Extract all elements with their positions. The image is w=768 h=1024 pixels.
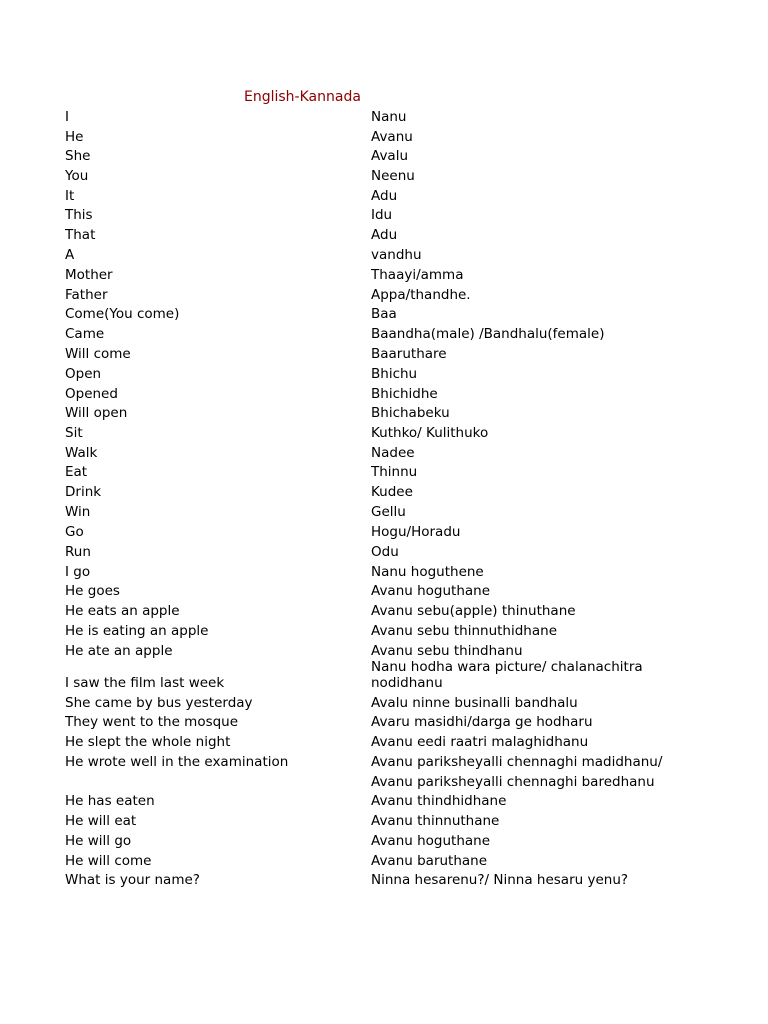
english-phrase: Walk xyxy=(65,445,98,461)
kannada-line: Avanu hoguthane xyxy=(371,833,491,849)
english-phrase: Sit xyxy=(65,425,83,441)
english-phrase: Win xyxy=(65,504,91,520)
kannada-line: Baandha(male) /Bandhalu(female) xyxy=(371,326,605,342)
kannada-line: Idu xyxy=(371,207,393,223)
english-phrase: He will come xyxy=(65,853,152,869)
kannada-phrase xyxy=(371,267,463,283)
english-phrase: He wrote well in the examination xyxy=(65,754,289,770)
kannada-line: Avanu thindhidhane xyxy=(371,793,507,809)
kannada-phrase xyxy=(371,524,460,540)
kannada-phrase xyxy=(371,168,415,184)
kannada-line: Odu xyxy=(371,544,399,560)
kannada-line: vandhu xyxy=(371,247,422,263)
kannada-phrase xyxy=(371,484,413,500)
kannada-phrase xyxy=(371,445,415,461)
kannada-phrase xyxy=(371,464,417,480)
english-phrase: Drink xyxy=(65,484,102,500)
kannada-line: Avanu hoguthane xyxy=(371,583,491,599)
kannada-line: Nanu xyxy=(371,109,407,125)
kannada-line: Hogu/Horadu xyxy=(371,524,461,540)
english-phrase: Mother xyxy=(65,267,113,283)
kannada-phrase xyxy=(371,714,593,730)
kannada-line: Gellu xyxy=(371,504,406,520)
kannada-phrase xyxy=(371,643,523,659)
kannada-line: Bhichu xyxy=(371,366,418,382)
english-phrase: Came xyxy=(65,326,105,342)
kannada-phrase xyxy=(371,425,488,441)
english-phrase: Eat xyxy=(65,464,88,480)
kannada-line: Baaruthare xyxy=(371,346,447,362)
kannada-phrase xyxy=(371,564,484,580)
english-phrase: This xyxy=(65,207,93,223)
kannada-line: Avanu sebu(apple) thinuthane xyxy=(371,603,576,619)
english-phrase: Run xyxy=(65,544,91,560)
kannada-line: Thaayi/amma xyxy=(371,267,464,283)
english-phrase: I xyxy=(65,109,69,125)
kannada-phrase xyxy=(371,833,490,849)
english-phrase: It xyxy=(65,188,75,204)
english-phrase: He will eat xyxy=(65,813,137,829)
kannada-line: Avanu pariksheyalli chennaghi baredhanu xyxy=(371,774,655,790)
kannada-line: Kudee xyxy=(371,484,413,500)
kannada-line: Nadee xyxy=(371,445,415,461)
kannada-line: Avaru masidhi/darga ge hodharu xyxy=(371,714,593,730)
kannada-phrase xyxy=(371,659,643,691)
kannada-line: nodidhanu xyxy=(371,675,443,691)
english-phrase: I go xyxy=(65,564,91,580)
kannada-phrase xyxy=(371,227,397,243)
kannada-line: Avanu thinnuthane xyxy=(371,813,500,829)
english-phrase: Open xyxy=(65,366,102,382)
english-phrase: Will come xyxy=(65,346,131,362)
kannada-phrase xyxy=(371,188,397,204)
kannada-phrase xyxy=(371,405,450,421)
kannada-line: Kuthko/ Kulithuko xyxy=(371,425,489,441)
kannada-phrase xyxy=(371,603,576,619)
english-phrase: A xyxy=(65,247,75,263)
kannada-line: Adu xyxy=(371,227,398,243)
english-phrase: He will go xyxy=(65,833,132,849)
kannada-line: Avanu sebu thinnuthidhane xyxy=(371,623,557,639)
english-phrase: He has eaten xyxy=(65,793,155,809)
kannada-phrase xyxy=(371,544,399,560)
kannada-phrase xyxy=(371,148,408,164)
kannada-phrase xyxy=(371,287,471,303)
english-phrase: He xyxy=(65,129,84,145)
english-phrase: Go xyxy=(65,524,84,540)
kannada-line: Avanu sebu thindhanu xyxy=(371,643,523,659)
kannada-phrase xyxy=(371,366,417,382)
english-phrase: I saw the film last week xyxy=(65,675,225,691)
kannada-line: Nanu hoguthene xyxy=(371,564,484,580)
english-phrase: He goes xyxy=(65,583,120,599)
english-phrase: What is your name? xyxy=(65,872,200,888)
kannada-phrase xyxy=(371,623,557,639)
kannada-phrase xyxy=(371,109,406,125)
kannada-line: Avanu baruthane xyxy=(371,853,488,869)
kannada-phrase xyxy=(371,386,438,402)
english-phrase: He is eating an apple xyxy=(65,623,209,639)
kannada-line: Thinnu xyxy=(371,464,418,480)
kannada-phrase xyxy=(371,754,662,790)
english-phrase: Father xyxy=(65,287,108,303)
english-phrase: He eats an apple xyxy=(65,603,180,619)
english-phrase: They went to the mosque xyxy=(65,714,239,730)
page-title: English-Kannada xyxy=(244,89,361,105)
kannada-line: Nanu hodha wara picture/ chalanachitra xyxy=(371,659,643,675)
kannada-phrase xyxy=(371,306,397,322)
kannada-line: Avanu pariksheyalli chennaghi madidhanu/ xyxy=(371,754,663,770)
kannada-line: Avalu xyxy=(371,148,409,164)
kannada-phrase xyxy=(371,872,628,888)
kannada-phrase xyxy=(371,247,422,263)
kannada-phrase xyxy=(371,793,506,809)
kannada-line: Appa/thandhe. xyxy=(371,287,471,303)
kannada-phrase xyxy=(371,734,588,750)
english-phrase: She came by bus yesterday xyxy=(65,695,253,711)
english-phrase: You xyxy=(65,168,89,184)
kannada-line: Adu xyxy=(371,188,398,204)
kannada-phrase xyxy=(371,853,487,869)
kannada-phrase xyxy=(371,504,406,520)
kannada-line: Baa xyxy=(371,306,397,322)
kannada-line: Bhichidhe xyxy=(371,386,438,402)
kannada-line: Avanu xyxy=(371,129,413,145)
english-phrase: He ate an apple xyxy=(65,643,173,659)
kannada-phrase xyxy=(371,326,604,342)
english-phrase: Opened xyxy=(65,386,118,402)
kannada-line: Avalu ninne businalli bandhalu xyxy=(371,695,578,711)
english-phrase: Will open xyxy=(65,405,128,421)
kannada-line: Avanu eedi raatri malaghidhanu xyxy=(371,734,589,750)
english-phrase: That xyxy=(65,227,96,243)
english-phrase: He slept the whole night xyxy=(65,734,231,750)
kannada-phrase xyxy=(371,695,578,711)
english-phrase: Come(You come) xyxy=(65,306,180,322)
english-phrase: She xyxy=(65,148,91,164)
kannada-phrase xyxy=(371,129,413,145)
kannada-phrase xyxy=(371,583,490,599)
kannada-line: Bhichabeku xyxy=(371,405,450,421)
kannada-line: Neenu xyxy=(371,168,415,184)
kannada-phrase xyxy=(371,813,499,829)
kannada-line: Ninna hesarenu?/ Ninna hesaru yenu? xyxy=(371,872,629,888)
kannada-phrase xyxy=(371,346,447,362)
kannada-phrase xyxy=(371,207,392,223)
